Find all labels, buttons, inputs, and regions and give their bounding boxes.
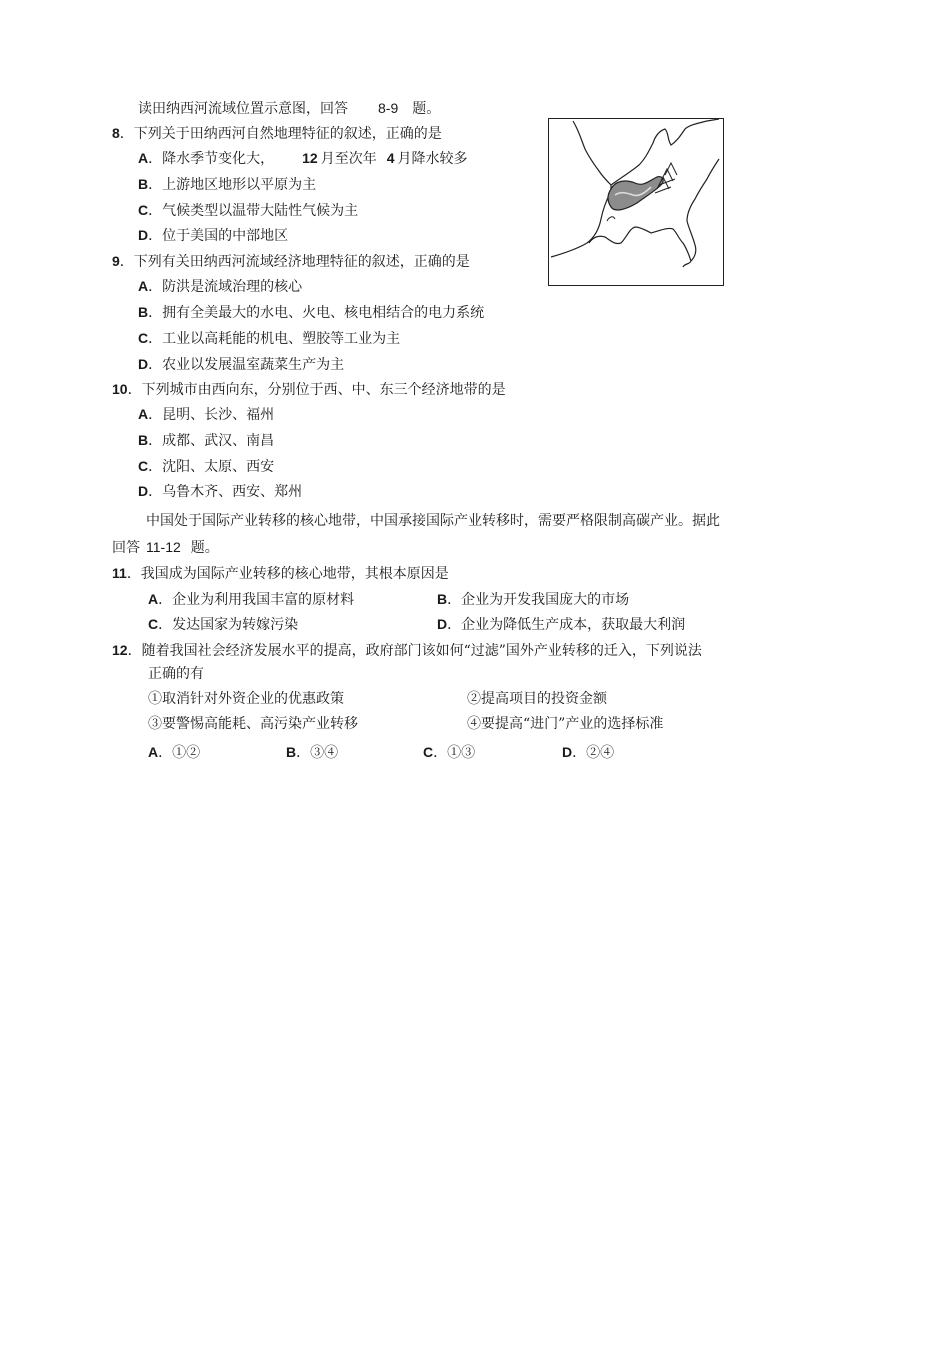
question-12-stem [112,641,702,660]
question-9-stem [112,252,470,271]
question-11-option-a[interactable] [148,590,354,609]
statement-text: ②提高项目的投资金额 [467,691,607,707]
option-text: 月至次年 [320,151,377,167]
option-text: ．企业为降低生产成本，获取最大利润 [447,617,686,633]
option-text: ．拥有全美最大的水电、火电、核电相结合的电力系统 [148,305,485,321]
question-9-option-c[interactable] [138,329,400,348]
question-number: 9 [112,253,120,269]
option-label: A [148,591,159,607]
option-label: B [138,176,149,192]
question-12-option-c[interactable] [423,743,475,762]
tennessee-river-map [548,118,724,286]
intro-range: 11-12 [146,539,181,555]
option-text: ．沈阳、太原、西安 [148,459,275,475]
option-text: ．①② [158,745,201,761]
option-label: C [138,202,149,218]
intro-range: 8-9 [378,100,399,116]
intro-11-12-line2 [112,538,219,557]
question-10-option-c[interactable] [138,457,274,476]
map-drawing [549,119,722,284]
statement-text: ④要提高“进门”产业的选择标准 [467,716,664,732]
option-label: B [437,591,448,607]
question-11-option-c[interactable] [148,615,298,634]
question-11-option-b[interactable] [437,590,629,609]
option-label: C [138,458,149,474]
question-12-option-a[interactable] [148,743,200,762]
map-boundary-line [611,119,719,185]
option-text: ．昆明、长沙、福州 [148,407,275,423]
option-number: 4 [386,150,395,166]
option-label: B [286,744,297,760]
intro-11-12-line1 [146,512,720,530]
question-number: 11 [112,565,127,581]
question-10-option-d[interactable] [138,482,302,501]
question-8-option-a[interactable] [138,149,468,168]
question-text: ．下列关于田纳西河自然地理特征的叙述，正确的是 [119,126,442,142]
question-8-stem [112,124,442,143]
option-text: ．③④ [296,745,339,761]
statement-3 [148,715,358,733]
intro-text: 中国处于国际产业转移的核心地带，中国承接国际产业转移时，需要严格限制高碳产业。据此 [146,513,720,529]
option-text: 月降水较多 [397,151,468,167]
question-text: ．下列城市由西向东，分别位于西、中、东三个经济地带的是 [127,382,506,398]
statement-text: ①取消针对外资企业的优惠政策 [148,691,344,707]
intro-8-9 [138,99,440,118]
question-text: ．随着我国社会经济发展水平的提高，政府部门该如何“过滤”国外产业转移的迁入，下列说法 [127,643,702,659]
option-label: B [138,432,149,448]
question-12-option-d[interactable] [562,743,614,762]
option-label: A [138,406,149,422]
option-label: D [138,227,149,243]
intro-end: 题。 [412,101,441,117]
option-text: ．发达国家为转嫁污染 [158,617,299,633]
intro-text: 回答 [112,540,140,556]
option-number: 12 [302,150,318,166]
option-label: D [562,744,573,760]
map-detail-line [607,217,615,221]
option-text: ．上游地区地形以平原为主 [148,177,317,193]
option-label: A [138,150,149,166]
statement-text: ③要警惕高能耗、高污染产业转移 [148,716,358,732]
option-label: D [437,616,448,632]
option-label: D [138,483,149,499]
intro-text: 读田纳西河流域位置示意图，回答 [138,101,348,117]
question-9-option-a[interactable] [138,277,302,296]
option-text: ．②④ [572,745,615,761]
option-label: A [148,744,159,760]
option-text: ．降水季节变化大， [148,151,275,167]
question-10-stem [112,380,506,399]
question-8-option-b[interactable] [138,175,316,194]
question-11-stem [112,564,449,583]
map-coastline [589,227,691,267]
intro-end: 题。 [190,540,219,556]
question-8-option-d[interactable] [138,226,288,245]
question-10-option-a[interactable] [138,405,274,424]
question-text: ．我国成为国际产业转移的核心地带，其根本原因是 [126,566,449,582]
question-9-option-d[interactable] [138,355,344,374]
option-label: C [138,330,149,346]
question-9-option-b[interactable] [138,303,484,322]
option-text: ．工业以高耗能的机电、塑胶等工业为主 [148,331,401,347]
option-label: D [138,356,149,372]
option-text: ．企业为利用我国丰富的原材料 [158,592,355,608]
option-text: ．成都、武汉、南昌 [148,433,275,449]
question-text: ．下列有关田纳西河流域经济地理特征的叙述，正确的是 [119,254,470,270]
question-10-option-b[interactable] [138,431,274,450]
question-number: 8 [112,125,120,141]
map-coastline [687,159,719,261]
option-text: ．防洪是流域治理的核心 [148,279,303,295]
statement-1 [148,690,344,708]
option-label: C [148,616,159,632]
statement-4 [467,715,663,733]
option-text: ．乌鲁木齐、西安、郑州 [148,484,303,500]
question-text: 正确的有 [148,666,204,682]
option-text: ．位于美国的中部地区 [148,228,289,244]
option-text: ．企业为开发我国庞大的市场 [447,592,630,608]
option-label: B [138,304,149,320]
question-11-option-d[interactable] [437,615,685,634]
question-8-option-c[interactable] [138,201,358,220]
option-text: ．气候类型以温带大陆性气候为主 [148,203,359,219]
option-label: C [423,744,434,760]
option-label: A [138,278,149,294]
option-text: ．①③ [433,745,476,761]
statement-2 [467,690,607,708]
option-text: ．农业以发展温室蔬菜生产为主 [148,357,345,373]
question-12-stem-line2 [148,665,204,683]
question-12-option-b[interactable] [286,743,338,762]
question-number: 10 [112,381,128,397]
question-number: 12 [112,642,128,658]
